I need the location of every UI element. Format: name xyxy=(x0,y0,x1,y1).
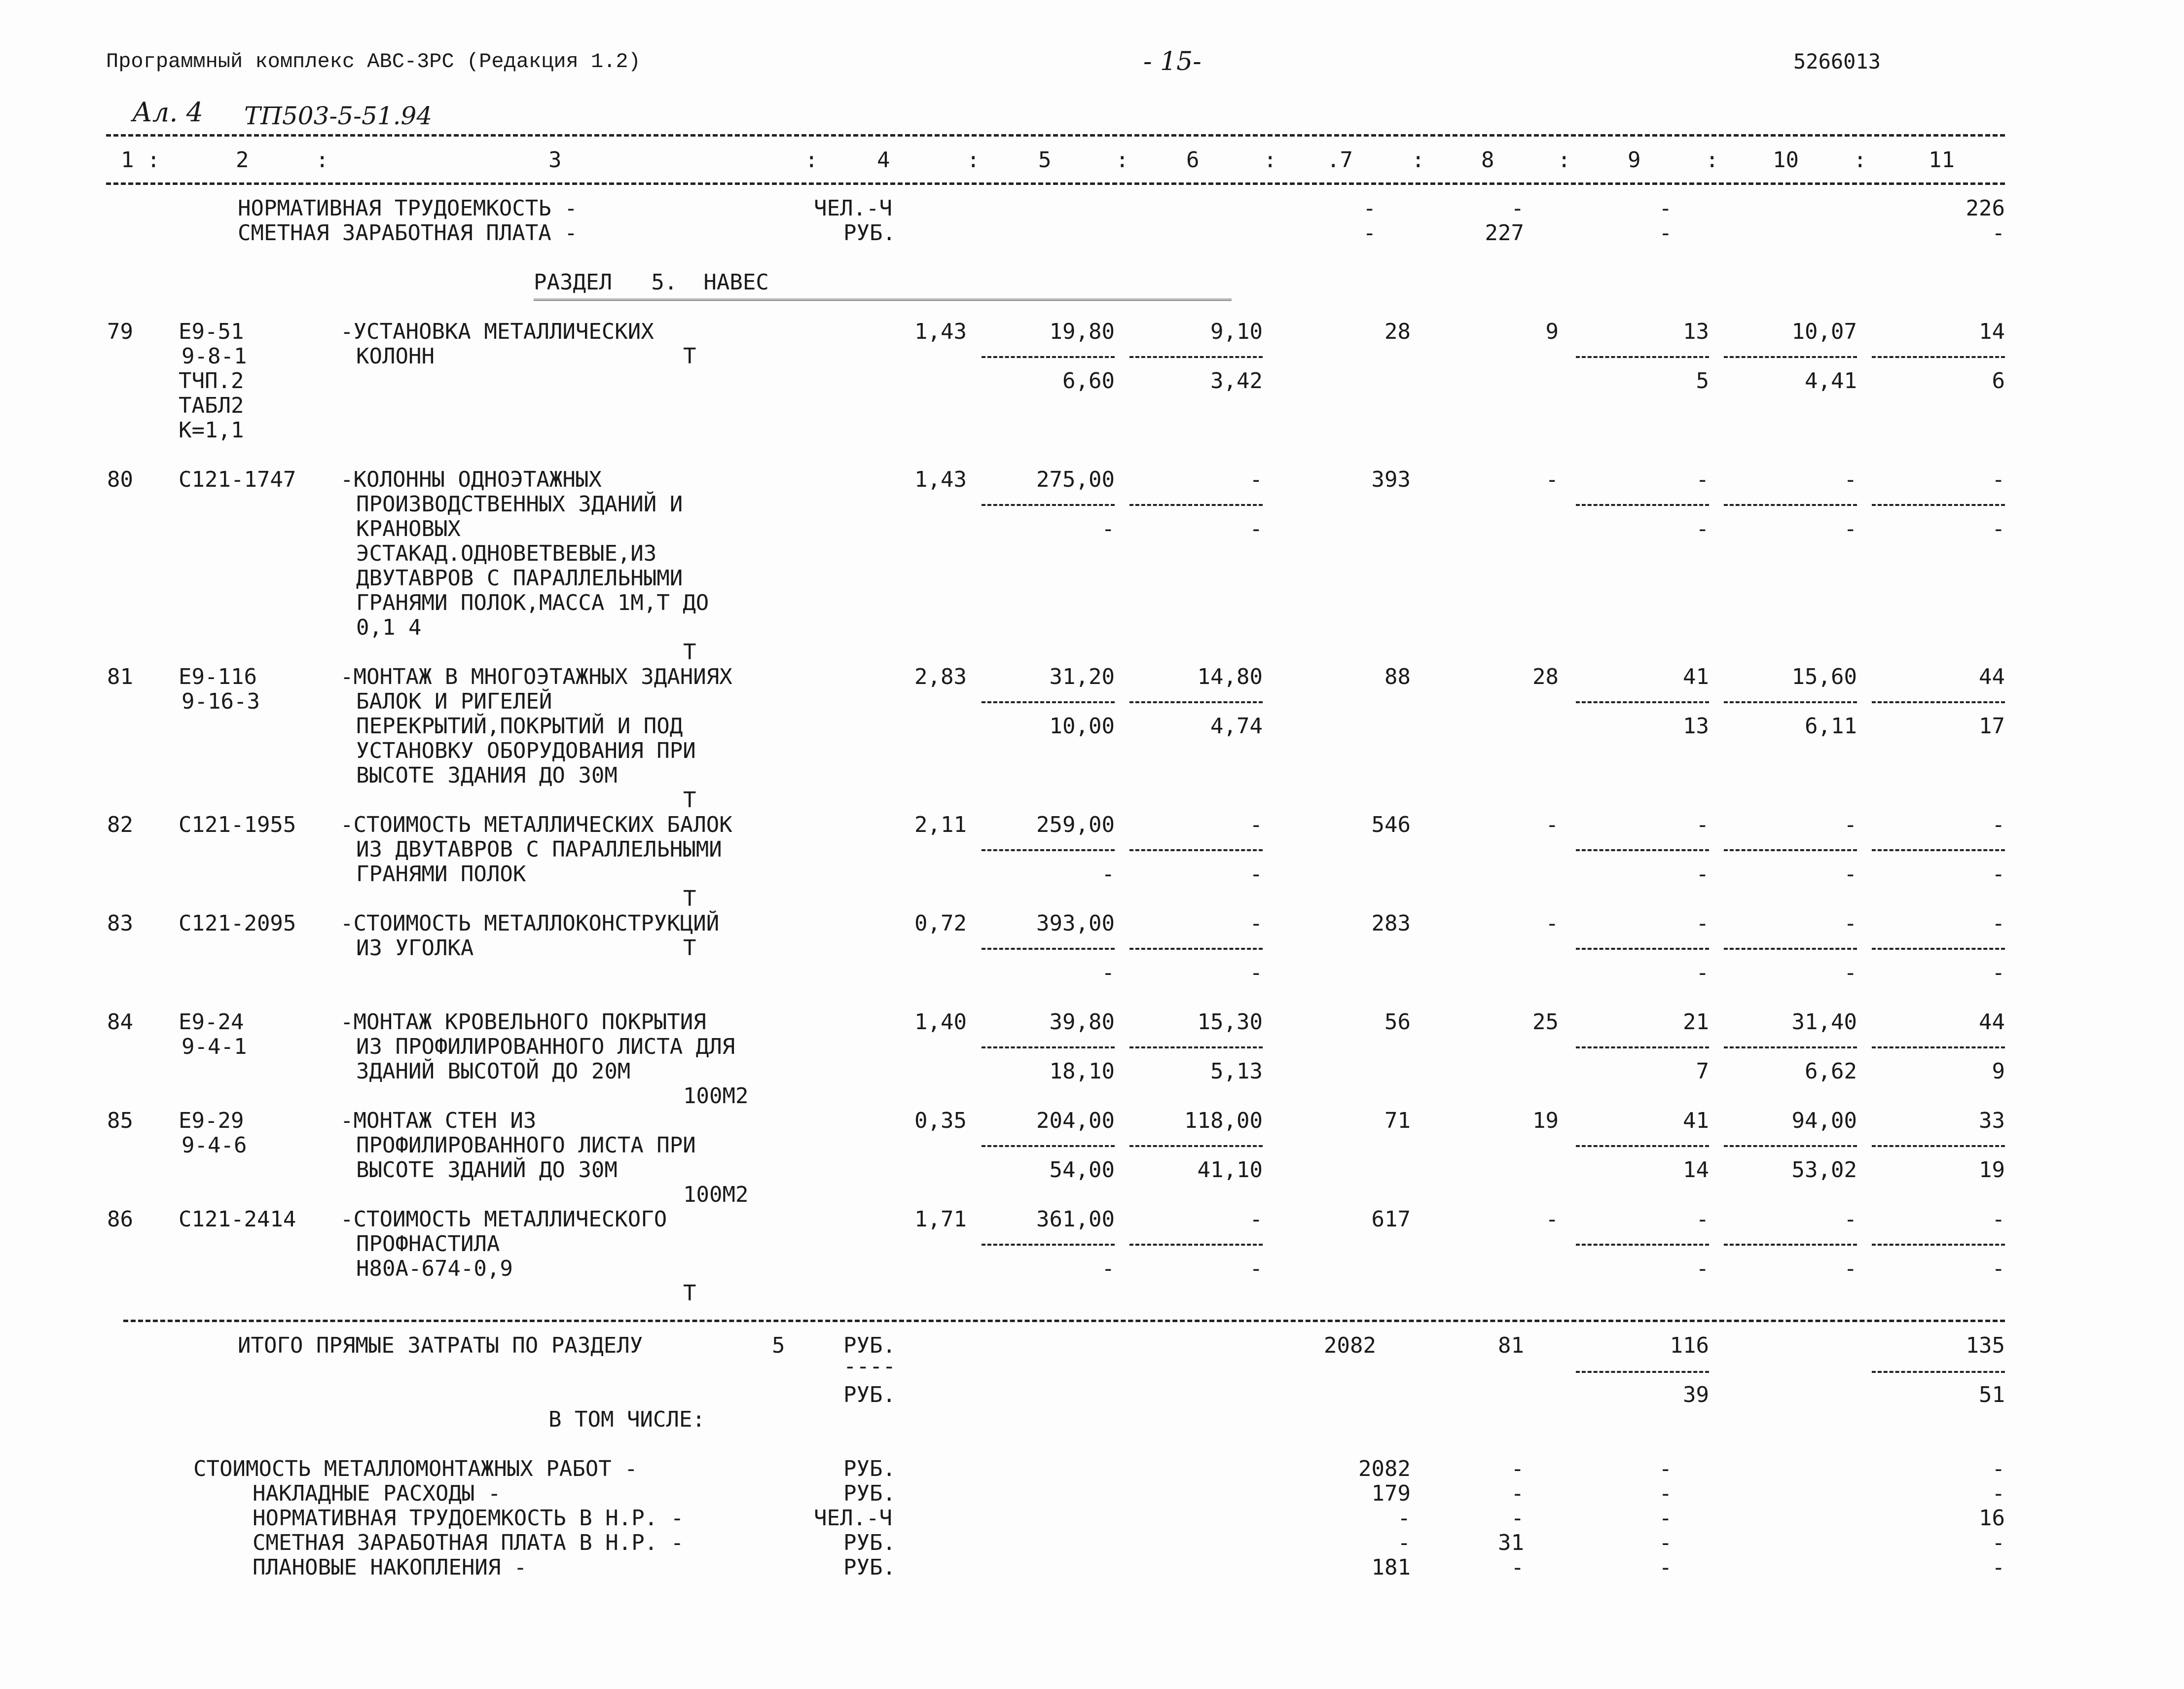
row-unit-machine: - xyxy=(1101,862,1115,887)
summary-unit: ЧЕЛ.-Ч xyxy=(814,1506,892,1531)
row-machine-wage: 14 xyxy=(1683,1157,1709,1183)
row-unit-machine: 18,10 xyxy=(1049,1059,1115,1084)
row-labor-machine-unit: - xyxy=(1844,862,1857,887)
summary-c7: 179 xyxy=(1371,1481,1411,1506)
row-labor-machine-total: 6 xyxy=(1992,368,2005,394)
row-unit-machine: - xyxy=(1101,516,1115,541)
row-code: Е9-24 xyxy=(179,1009,244,1035)
summary-c7: - xyxy=(1397,1506,1411,1531)
row-labor-machine-total: 19 xyxy=(1979,1157,2005,1183)
row-labor-machine-total: 17 xyxy=(1979,714,2005,739)
totals-unit-dash: ---- xyxy=(843,1354,896,1379)
summary-c8: - xyxy=(1511,1481,1524,1506)
row-unit-wage: 15,30 xyxy=(1197,1009,1263,1035)
row-unit-wage: 9,10 xyxy=(1210,319,1263,344)
row-code: К=1,1 xyxy=(179,418,244,443)
row-total-cost: 28 xyxy=(1384,319,1411,344)
project-code: ТП503-5-51.94 xyxy=(244,102,433,130)
row-c5-rule xyxy=(982,1046,1115,1048)
row-unit-price: 361,00 xyxy=(1036,1207,1115,1232)
row-unit-machine: - xyxy=(1101,1256,1115,1281)
row-description: ЗДАНИЙ ВЫСОТОЙ ДО 20М xyxy=(356,1059,631,1084)
row-description: ВЫСОТЕ ЗДАНИЯ ДО 30М xyxy=(356,763,618,788)
row-labor-unit: - xyxy=(1844,1207,1857,1232)
labor-label: НОРМАТИВНАЯ ТРУДОЕМКОСТЬ - xyxy=(238,196,578,221)
row-labor-total: - xyxy=(1992,467,2005,492)
row-quantity: 1,43 xyxy=(914,319,967,344)
row-labor-unit: - xyxy=(1844,467,1857,492)
col-num: 3 xyxy=(548,147,562,173)
row-quantity: 0,35 xyxy=(914,1108,967,1133)
row-code: ТАБЛ2 xyxy=(179,393,244,418)
col-num: 11 xyxy=(1929,147,1955,173)
row-number: 86 xyxy=(107,1207,133,1232)
row-total-wage: - xyxy=(1545,911,1559,936)
row-description: -КОЛОННЫ ОДНОЭТАЖНЫХ xyxy=(340,467,602,492)
row-c6-rule xyxy=(1129,701,1263,703)
col-num: 10 xyxy=(1773,147,1799,173)
row-c9-rule xyxy=(1576,1244,1709,1246)
row-quantity: 2,11 xyxy=(914,812,967,837)
row-c11-rule xyxy=(1872,948,2005,950)
summary-c9: - xyxy=(1659,1456,1672,1481)
row-unit-price: 31,20 xyxy=(1049,664,1115,689)
col-num: 9 xyxy=(1628,147,1641,173)
row-c10-rule xyxy=(1724,356,1857,358)
row-labor-machine-unit: - xyxy=(1844,516,1857,541)
totals-c8: 81 xyxy=(1498,1333,1524,1358)
row-unit: Т xyxy=(683,788,696,813)
summary-unit: РУБ. xyxy=(843,1456,896,1481)
row-quantity: 0,72 xyxy=(914,911,967,936)
summary-c9: - xyxy=(1659,1506,1672,1531)
row-code: 9-8-1 xyxy=(182,344,247,369)
row-unit-machine: 54,00 xyxy=(1049,1157,1115,1183)
row-c6-rule xyxy=(1129,1145,1263,1147)
col-num: 2 xyxy=(236,147,249,173)
page-number: - 15- xyxy=(1143,47,1201,76)
row-quantity: 1,71 xyxy=(914,1207,967,1232)
row-c11-rule xyxy=(1872,1244,2005,1246)
row-labor-unit: - xyxy=(1844,911,1857,936)
row-total-machine: - xyxy=(1696,1207,1709,1232)
wage-unit: РУБ. xyxy=(843,220,896,246)
row-description: -УСТАНОВКА МЕТАЛЛИЧЕСКИХ xyxy=(340,319,654,344)
row-labor-machine-unit: 6,62 xyxy=(1805,1059,1857,1084)
sheet-label: Ал. 4 xyxy=(132,97,203,128)
totals-c9-rule xyxy=(1576,1371,1709,1373)
summary-c8: 31 xyxy=(1498,1530,1524,1555)
row-unit: 100М2 xyxy=(683,1182,749,1207)
row-labor-total: - xyxy=(1992,911,2005,936)
col-sep: : xyxy=(1412,147,1425,173)
section-title: РАЗДЕЛ 5. НАВЕС xyxy=(534,270,769,295)
row-unit-price: 204,00 xyxy=(1036,1108,1115,1133)
row-c11-rule xyxy=(1872,1046,2005,1048)
row-description: -СТОИМОСТЬ МЕТАЛЛИЧЕСКОГО xyxy=(340,1207,667,1232)
row-code: С121-1747 xyxy=(179,467,296,492)
row-machine-wage: - xyxy=(1696,960,1709,985)
row-number: 81 xyxy=(107,664,133,689)
row-labor-machine-unit: - xyxy=(1844,1256,1857,1281)
row-c5-rule xyxy=(982,504,1115,506)
row-description: ДВУТАВРОВ С ПАРАЛЛЕЛЬНЫМИ xyxy=(356,566,683,591)
totals-rule xyxy=(123,1320,2005,1322)
row-total-cost: 88 xyxy=(1384,664,1411,689)
row-c9-rule xyxy=(1576,1046,1709,1048)
wage-c9: - xyxy=(1659,220,1672,246)
row-description: ЭСТАКАД.ОДНОВЕТВЕВЫЕ,ИЗ xyxy=(356,541,657,566)
row-description: 0,1 4 xyxy=(356,615,422,640)
col-num: 6 xyxy=(1186,147,1200,173)
row-c5-rule xyxy=(982,1244,1115,1246)
row-total-wage: 19 xyxy=(1532,1108,1559,1133)
row-labor-unit: 94,00 xyxy=(1791,1108,1857,1133)
row-c5-rule xyxy=(982,1145,1115,1147)
totals-c11b: 51 xyxy=(1979,1382,2005,1407)
row-code: С121-2095 xyxy=(179,911,296,936)
row-code: ТЧП.2 xyxy=(179,368,244,394)
row-total-machine: - xyxy=(1696,467,1709,492)
summary-c7: 181 xyxy=(1371,1555,1411,1580)
row-unit-price: 393,00 xyxy=(1036,911,1115,936)
row-unit-machine-wage: 3,42 xyxy=(1210,368,1263,394)
row-unit-machine-wage: - xyxy=(1249,960,1263,985)
summary-c7: 2082 xyxy=(1358,1456,1411,1481)
totals-unit: РУБ. xyxy=(843,1333,896,1358)
row-quantity: 2,83 xyxy=(914,664,967,689)
row-number: 79 xyxy=(107,319,133,344)
col-sep: : xyxy=(805,147,818,173)
row-labor-unit: 10,07 xyxy=(1791,319,1857,344)
row-labor-unit: - xyxy=(1844,812,1857,837)
row-total-machine: 21 xyxy=(1683,1009,1709,1035)
row-code: Е9-51 xyxy=(179,319,244,344)
including-label: В ТОМ ЧИСЛЕ: xyxy=(548,1407,705,1432)
row-total-wage: - xyxy=(1545,467,1559,492)
col-sep: : xyxy=(967,147,980,173)
row-labor-machine-total: 9 xyxy=(1992,1059,2005,1084)
document-code: 5266013 xyxy=(1793,49,1881,73)
row-unit: Т xyxy=(683,344,696,369)
totals-unit2: РУБ. xyxy=(843,1382,896,1407)
row-labor-machine-total: - xyxy=(1992,1256,2005,1281)
summary-c11: - xyxy=(1992,1481,2005,1506)
row-c9-rule xyxy=(1576,504,1709,506)
row-quantity: 1,40 xyxy=(914,1009,967,1035)
row-total-machine: 41 xyxy=(1683,664,1709,689)
row-total-cost: 283 xyxy=(1371,911,1411,936)
row-c10-rule xyxy=(1724,1244,1857,1246)
row-unit-price: 259,00 xyxy=(1036,812,1115,837)
header-rule xyxy=(106,134,2005,137)
totals-c9: 116 xyxy=(1670,1333,1709,1358)
row-labor-machine-total: - xyxy=(1992,516,2005,541)
row-unit-wage: - xyxy=(1249,911,1263,936)
row-unit-wage: - xyxy=(1249,1207,1263,1232)
row-c6-rule xyxy=(1129,1244,1263,1246)
column-rule xyxy=(106,182,2005,185)
row-description: -СТОИМОСТЬ МЕТАЛЛИЧЕСКИХ БАЛОК xyxy=(340,812,732,837)
row-total-wage: - xyxy=(1545,812,1559,837)
totals-label: ИТОГО ПРЯМЫЕ ЗАТРАТЫ ПО РАЗДЕЛУ xyxy=(238,1333,643,1358)
row-c10-rule xyxy=(1724,504,1857,506)
col-num: 4 xyxy=(877,147,890,173)
row-labor-machine-unit: - xyxy=(1844,960,1857,985)
row-labor-machine-unit: 6,11 xyxy=(1805,714,1857,739)
row-c9-rule xyxy=(1576,948,1709,950)
labor-unit: ЧЕЛ.-Ч xyxy=(814,196,892,221)
row-c11-rule xyxy=(1872,701,2005,703)
row-unit-machine-wage: 5,13 xyxy=(1210,1059,1263,1084)
row-c10-rule xyxy=(1724,849,1857,851)
row-unit-price: 19,80 xyxy=(1049,319,1115,344)
row-c6-rule xyxy=(1129,849,1263,851)
labor-c8: - xyxy=(1511,196,1524,221)
row-total-machine: - xyxy=(1696,911,1709,936)
row-labor-total: 14 xyxy=(1979,319,2005,344)
section-double-rule xyxy=(534,299,1232,301)
row-machine-wage: - xyxy=(1696,862,1709,887)
row-total-cost: 393 xyxy=(1371,467,1411,492)
col-sep: : xyxy=(1558,147,1571,173)
row-unit-machine: 6,60 xyxy=(1062,368,1115,394)
summary-unit: РУБ. xyxy=(843,1530,896,1555)
row-labor-unit: 15,60 xyxy=(1791,664,1857,689)
row-c5-rule xyxy=(982,849,1115,851)
row-c6-rule xyxy=(1129,948,1263,950)
row-number: 80 xyxy=(107,467,133,492)
summary-c8: - xyxy=(1511,1506,1524,1531)
row-description: КОЛОНН xyxy=(356,344,435,369)
row-c11-rule xyxy=(1872,1145,2005,1147)
row-c9-rule xyxy=(1576,701,1709,703)
row-unit-machine-wage: - xyxy=(1249,1256,1263,1281)
row-unit-wage: 14,80 xyxy=(1197,664,1263,689)
row-machine-wage: 7 xyxy=(1696,1059,1709,1084)
row-labor-machine-unit: 53,02 xyxy=(1791,1157,1857,1183)
row-c11-rule xyxy=(1872,504,2005,506)
summary-label: НОРМАТИВНАЯ ТРУДОЕМКОСТЬ В Н.Р. - xyxy=(253,1506,684,1531)
row-unit: Т xyxy=(683,935,696,961)
row-description: ВЫСОТЕ ЗДАНИЙ ДО 30М xyxy=(356,1157,618,1183)
row-description: КРАНОВЫХ xyxy=(356,516,461,541)
summary-label: СМЕТНАЯ ЗАРАБОТНАЯ ПЛАТА В Н.Р. - xyxy=(253,1530,684,1555)
row-c11-rule xyxy=(1872,356,2005,358)
col-sep: : xyxy=(316,147,329,173)
row-c10-rule xyxy=(1724,701,1857,703)
row-c6-rule xyxy=(1129,1046,1263,1048)
row-labor-machine-total: - xyxy=(1992,960,2005,985)
row-description: ГРАНЯМИ ПОЛОК xyxy=(356,862,526,887)
row-unit-machine: 10,00 xyxy=(1049,714,1115,739)
row-machine-wage: - xyxy=(1696,516,1709,541)
row-description: ИЗ ПРОФИЛИРОВАННОГО ЛИСТА ДЛЯ xyxy=(356,1034,735,1059)
row-number: 84 xyxy=(107,1009,133,1035)
row-description: -СТОИМОСТЬ МЕТАЛЛОКОНСТРУКЦИЙ xyxy=(340,911,720,936)
row-unit: Т xyxy=(683,886,696,911)
row-total-cost: 617 xyxy=(1371,1207,1411,1232)
row-labor-total: 33 xyxy=(1979,1108,2005,1133)
row-code: 9-4-6 xyxy=(182,1133,247,1158)
row-description: ИЗ УГОЛКА xyxy=(356,935,474,961)
row-labor-machine-unit: 4,41 xyxy=(1805,368,1857,394)
totals-c7: 2082 xyxy=(1324,1333,1376,1358)
col-sep: : xyxy=(1264,147,1277,173)
col-num: 8 xyxy=(1481,147,1494,173)
col-sep: : xyxy=(1854,147,1867,173)
row-unit-machine-wage: - xyxy=(1249,516,1263,541)
col-num: .7 xyxy=(1327,147,1353,173)
row-labor-total: - xyxy=(1992,812,2005,837)
labor-c9: - xyxy=(1659,196,1672,221)
summary-c11: - xyxy=(1992,1555,2005,1580)
col-num: 1 : xyxy=(121,147,160,173)
row-description: Н80А-674-0,9 xyxy=(356,1256,513,1281)
row-labor-total: 44 xyxy=(1979,1009,2005,1035)
row-description: ПРОИЗВОДСТВЕННЫХ ЗДАНИЙ И xyxy=(356,492,683,517)
row-total-machine: - xyxy=(1696,812,1709,837)
row-number: 83 xyxy=(107,911,133,936)
row-code: 9-4-1 xyxy=(182,1034,247,1059)
row-labor-total: 44 xyxy=(1979,664,2005,689)
row-code: С121-2414 xyxy=(179,1207,296,1232)
row-machine-wage: 5 xyxy=(1696,368,1709,394)
row-description: -МОНТАЖ В МНОГОЭТАЖНЫХ ЗДАНИЯХ xyxy=(340,664,732,689)
row-code: С121-1955 xyxy=(179,812,296,837)
row-number: 85 xyxy=(107,1108,133,1133)
row-total-cost: 546 xyxy=(1371,812,1411,837)
totals-c11-rule xyxy=(1872,1371,2005,1373)
summary-c11: - xyxy=(1992,1456,2005,1481)
summary-c9: - xyxy=(1659,1555,1672,1580)
row-c5-rule xyxy=(982,701,1115,703)
row-unit: Т xyxy=(683,1281,696,1306)
row-description: ГРАНЯМИ ПОЛОК,МАССА 1М,Т ДО xyxy=(356,590,709,615)
row-machine-wage: 13 xyxy=(1683,714,1709,739)
row-c5-rule xyxy=(982,356,1115,358)
row-unit: Т xyxy=(683,640,696,665)
totals-section-no: 5 xyxy=(772,1333,785,1358)
row-c5-rule xyxy=(982,948,1115,950)
row-total-wage: 25 xyxy=(1532,1009,1559,1035)
row-description: -МОНТАЖ КРОВЕЛЬНОГО ПОКРЫТИЯ xyxy=(340,1009,706,1035)
labor-c7: - xyxy=(1363,196,1376,221)
row-description: -МОНТАЖ СТЕН ИЗ xyxy=(340,1108,537,1133)
summary-c9: - xyxy=(1659,1530,1672,1555)
row-c6-rule xyxy=(1129,504,1263,506)
row-unit-machine-wage: 4,74 xyxy=(1210,714,1263,739)
totals-c11: 135 xyxy=(1966,1333,2005,1358)
summary-label: СТОИМОСТЬ МЕТАЛЛОМОНТАЖНЫХ РАБОТ - xyxy=(193,1456,638,1481)
row-number: 82 xyxy=(107,812,133,837)
row-quantity: 1,43 xyxy=(914,467,967,492)
row-unit-price: 275,00 xyxy=(1036,467,1115,492)
row-description: ПРОФНАСТИЛА xyxy=(356,1231,500,1257)
row-c9-rule xyxy=(1576,1145,1709,1147)
row-c6-rule xyxy=(1129,356,1263,358)
col-num: 5 xyxy=(1038,147,1052,173)
row-total-machine: 41 xyxy=(1683,1108,1709,1133)
row-code: 9-16-3 xyxy=(182,689,260,714)
summary-label: НАКЛАДНЫЕ РАСХОДЫ - xyxy=(253,1481,501,1506)
col-sep: : xyxy=(1116,147,1129,173)
row-description: БАЛОК И РИГЕЛЕЙ xyxy=(356,689,552,714)
row-unit-machine: - xyxy=(1101,960,1115,985)
row-total-machine: 13 xyxy=(1683,319,1709,344)
wage-label: СМЕТНАЯ ЗАРАБОТНАЯ ПЛАТА - xyxy=(238,220,578,246)
row-total-cost: 56 xyxy=(1384,1009,1411,1035)
summary-c8: - xyxy=(1511,1555,1524,1580)
row-total-cost: 71 xyxy=(1384,1108,1411,1133)
row-labor-machine-total: - xyxy=(1992,862,2005,887)
wage-c7: - xyxy=(1363,220,1376,246)
row-description: УСТАНОВКУ ОБОРУДОВАНИЯ ПРИ xyxy=(356,738,696,763)
row-unit-machine-wage: - xyxy=(1249,862,1263,887)
row-labor-total: - xyxy=(1992,1207,2005,1232)
row-c10-rule xyxy=(1724,948,1857,950)
row-c10-rule xyxy=(1724,1145,1857,1147)
summary-c8: - xyxy=(1511,1456,1524,1481)
row-code: Е9-29 xyxy=(179,1108,244,1133)
row-c9-rule xyxy=(1576,356,1709,358)
row-unit-wage: - xyxy=(1249,467,1263,492)
row-unit-machine-wage: 41,10 xyxy=(1197,1157,1263,1183)
wage-c11: - xyxy=(1992,220,2005,246)
summary-c7: - xyxy=(1397,1530,1411,1555)
summary-c9: - xyxy=(1659,1481,1672,1506)
row-code: Е9-116 xyxy=(179,664,257,689)
program-title: Программный комплекс АВС-3РС (Редакция 1.2) xyxy=(106,50,641,73)
row-total-wage: 28 xyxy=(1532,664,1559,689)
summary-c11: 16 xyxy=(1979,1506,2005,1531)
wage-c8: 227 xyxy=(1485,220,1524,246)
row-c9-rule xyxy=(1576,849,1709,851)
row-unit-wage: - xyxy=(1249,812,1263,837)
row-total-wage: - xyxy=(1545,1207,1559,1232)
row-description: ПРОФИЛИРОВАННОГО ЛИСТА ПРИ xyxy=(356,1133,696,1158)
row-machine-wage: - xyxy=(1696,1256,1709,1281)
row-description: ПЕРЕКРЫТИЙ,ПОКРЫТИЙ И ПОД xyxy=(356,714,683,739)
totals-c9b: 39 xyxy=(1683,1382,1709,1407)
row-c11-rule xyxy=(1872,849,2005,851)
labor-c11: 226 xyxy=(1966,196,2005,221)
summary-unit: РУБ. xyxy=(843,1555,896,1580)
row-c10-rule xyxy=(1724,1046,1857,1048)
summary-unit: РУБ. xyxy=(843,1481,896,1506)
row-unit-price: 39,80 xyxy=(1049,1009,1115,1035)
summary-c11: - xyxy=(1992,1530,2005,1555)
row-labor-unit: 31,40 xyxy=(1791,1009,1857,1035)
row-unit: 100М2 xyxy=(683,1083,749,1109)
summary-label: ПЛАНОВЫЕ НАКОПЛЕНИЯ - xyxy=(253,1555,527,1580)
row-total-wage: 9 xyxy=(1545,319,1559,344)
row-unit-wage: 118,00 xyxy=(1184,1108,1263,1133)
col-sep: : xyxy=(1706,147,1719,173)
row-description: ИЗ ДВУТАВРОВ С ПАРАЛЛЕЛЬНЫМИ xyxy=(356,837,722,862)
